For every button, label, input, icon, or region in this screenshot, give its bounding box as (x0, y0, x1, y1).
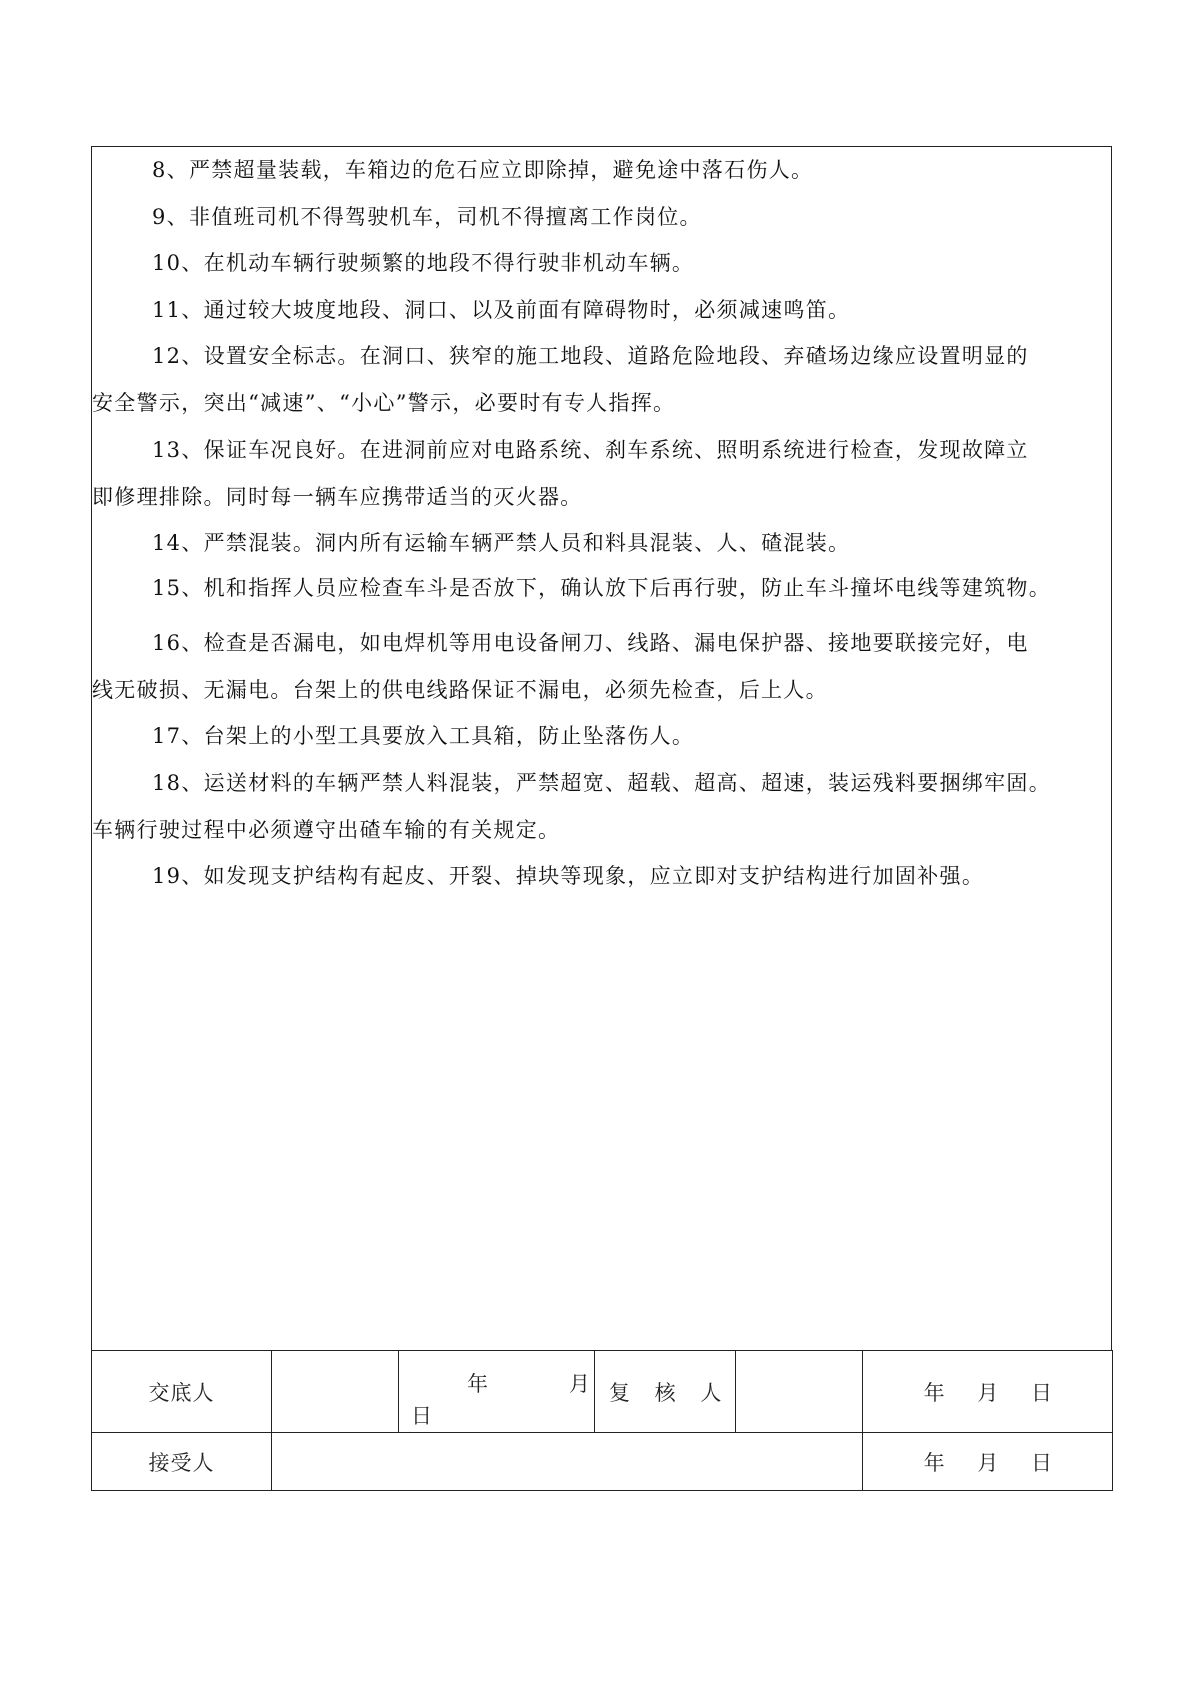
reviewer-date-field[interactable]: 年 月 日 (863, 1351, 1113, 1433)
list-item (92, 287, 1113, 334)
list-item (92, 760, 1113, 854)
item-text: 8、严禁超量装载，车箱边的危石应立即除掉，避免途中落石伤人。 (152, 158, 814, 182)
list-item (92, 565, 1113, 612)
item-text: 15、机和指挥人员应检查车斗是否放下，确认放下后再行驶，防止车斗撞坏电线等建筑物。 (152, 576, 1052, 600)
item-text-continued: 即修理排除。同时每一辆车应携带适当的灭火器。 (92, 485, 583, 509)
date-month: 月 (569, 1371, 590, 1396)
item-text-continued: 线无破损、无漏电。台架上的供电线路保证不漏电，必须先检查，后上人。 (92, 678, 828, 702)
date-year: 年 (467, 1371, 488, 1396)
item-text-continued: 车辆行驶过程中必须遵守出碴车输的有关规定。 (92, 818, 561, 842)
signature-table (91, 1350, 1113, 1491)
list-item (92, 520, 1113, 567)
date-day: 日 (411, 1403, 432, 1428)
item-text: 19、如发现支护结构有起皮、开裂、掉块等现象，应立即对支护结构进行加固补强。 (152, 864, 985, 888)
item-text: 16、检查是否漏电，如电焊机等用电设备闸刀、线路、漏电保护器、接地要联接完好，电 (152, 631, 1029, 655)
item-text: 10、在机动车辆行驶频繁的地段不得行驶非机动车辆。 (152, 251, 695, 275)
list-item (92, 427, 1113, 521)
list-item (92, 853, 1113, 900)
item-text: 18、运送材料的车辆严禁人料混装，严禁超宽、超载、超高、超速，装运残料要捆绑牢固。 (152, 771, 1052, 795)
table-row (92, 1351, 1113, 1433)
item-text: 11、通过较大坡度地段、洞口、以及前面有障碍物时，必须减速鸣笛。 (152, 298, 851, 322)
list-item (92, 194, 1113, 241)
list-item (92, 147, 1113, 194)
list-item (92, 713, 1113, 760)
receiver-date-field[interactable]: 年 月 日 (863, 1433, 1113, 1491)
item-text: 9、非值班司机不得驾驶机车，司机不得擅离工作岗位。 (152, 205, 702, 229)
table-row (92, 1433, 1113, 1491)
list-item (92, 240, 1113, 287)
item-text: 12、设置安全标志。在洞口、狭窄的施工地段、道路危险地段、弃碴场边缘应设置明显的 (152, 344, 1029, 368)
briefer-signature-field[interactable] (272, 1351, 399, 1433)
item-text: 13、保证车况良好。在进洞前应对电路系统、刹车系统、照明系统进行检查，发现故障立 (152, 438, 1029, 462)
reviewer-signature-field[interactable] (736, 1351, 863, 1433)
receiver-label: 接受人 (92, 1433, 272, 1491)
receiver-signature-field[interactable] (272, 1433, 863, 1491)
list-item (92, 620, 1113, 714)
item-text-continued: 安全警示，突出“减速”、“小心”警示，必要时有专人指挥。 (92, 391, 676, 415)
item-text: 17、台架上的小型工具要放入工具箱，防止坠落伤人。 (152, 724, 695, 748)
list-item (92, 333, 1113, 427)
briefing-content-box (91, 146, 1112, 1350)
item-text: 14、严禁混装。洞内所有运输车辆严禁人员和料具混装、人、碴混装。 (152, 531, 851, 555)
reviewer-label: 复 核 人 (595, 1351, 736, 1433)
briefer-date-field[interactable] (399, 1351, 595, 1433)
briefer-label: 交底人 (92, 1351, 272, 1433)
